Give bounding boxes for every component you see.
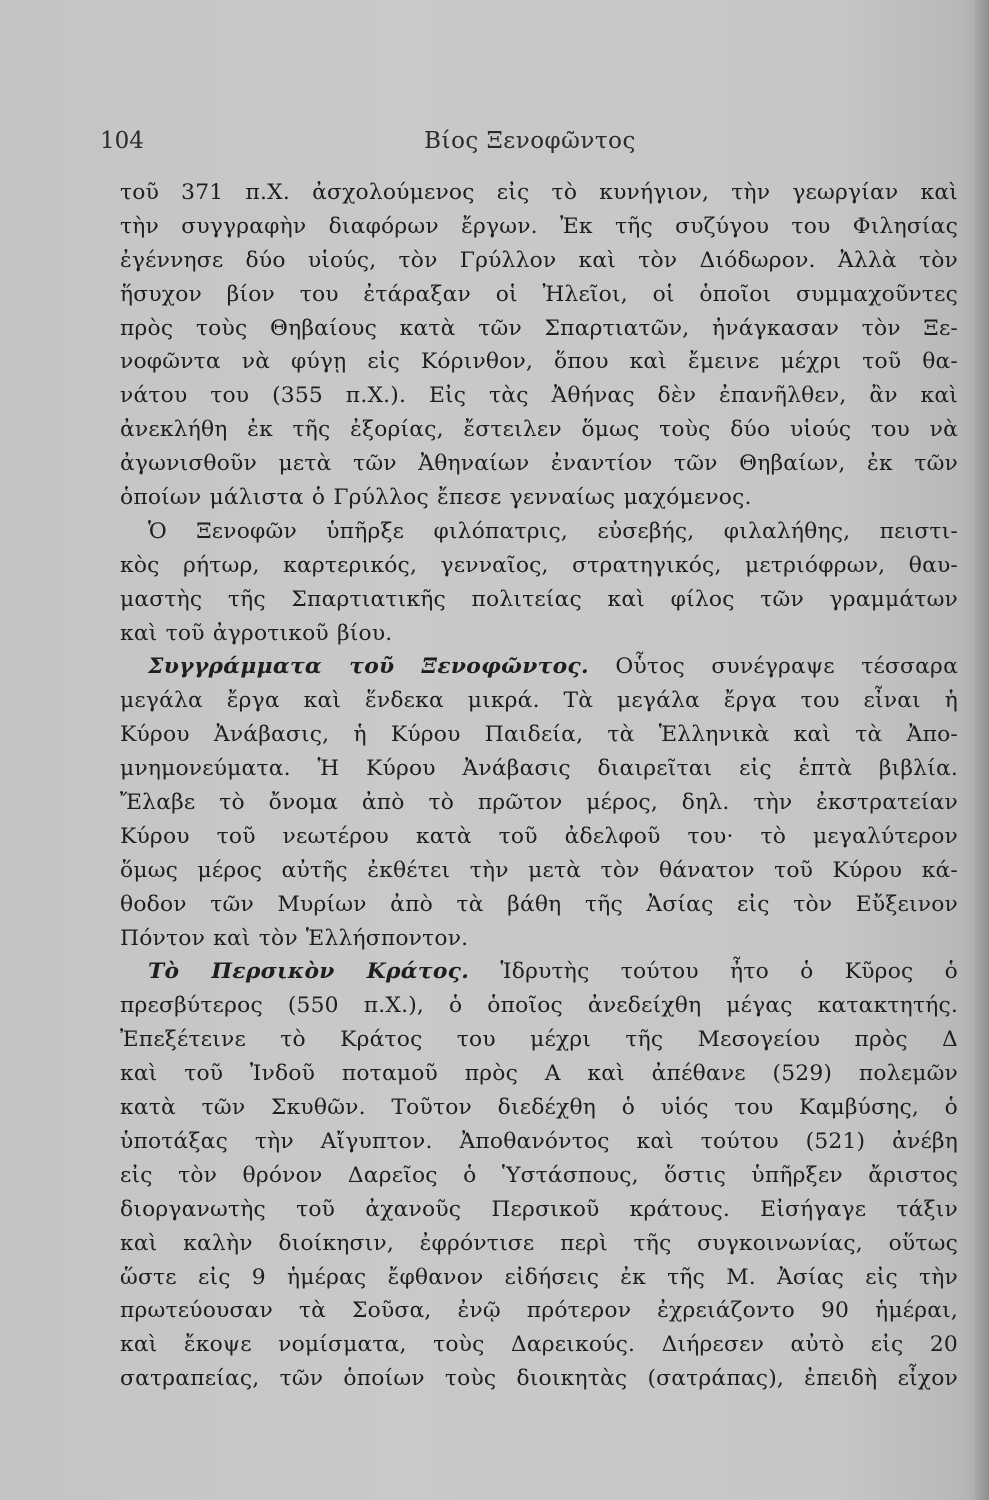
section-heading: Τὸ Περσικὸν Κράτος. (148, 959, 470, 985)
line-text: νοφῶντα νὰ φύγῃ εἰς Κόρινθον, ὅπου καὶ ἔμεινε μέχρι τοῦ θα- (120, 349, 958, 375)
text-line (120, 684, 958, 718)
text-line (120, 278, 958, 312)
text-line (120, 1091, 958, 1125)
running-title: Βίος Ξενοφῶντος (424, 128, 636, 154)
line-text: ἀνεκλήθη ἐκ τῆς ἐξορίας, ἔστειλεν ὅμως τοὺς δύο υἱούς του νὰ (120, 417, 958, 443)
line-text: Ἔλαβε τὸ ὄνομα ἀπὸ τὸ πρῶτον μέρος, δηλ. τὴν ἐκστρατείαν (120, 790, 958, 816)
text-line (120, 820, 958, 854)
text-line (120, 718, 958, 752)
line-text: μεγάλα ἔργα καὶ ἕνδεκα μικρά. Τὰ μεγάλα ἔργα του εἶναι ἡ (120, 688, 958, 714)
line-text: Κύρου Ἀνάβασις, ἡ Κύρου Παιδεία, τὰ Ἑλληνικὰ καὶ τὰ Ἀπο- (120, 722, 958, 748)
line-text: τὴν συγγραφὴν διαφόρων ἔργων. Ἐκ τῆς συζύγου του Φιλησίας (120, 213, 958, 239)
text-line (120, 549, 958, 583)
text-line (120, 1328, 958, 1362)
text-line (120, 413, 958, 447)
line-text: ἐγέννησε δύο υἱούς, τὸν Γρύλλον καὶ τὸν Διόδωρον. Ἀλλὰ τὸν (120, 247, 958, 273)
line-text: ἥσυχον βίον του ἐτάραξαν οἱ Ἠλεῖοι, οἱ ὁποῖοι συμμαχοῦντες (120, 281, 958, 307)
text-line (120, 176, 958, 210)
text-line (120, 617, 958, 651)
text-line (120, 379, 958, 413)
text-line (120, 1362, 958, 1396)
line-text: πρεσβύτερος (550 π.Χ.), ὁ ὁποῖος ἀνεδείχθη μέγας κατακτητής. (120, 993, 958, 1019)
line-text: Πόντον καὶ τὸν Ἑλλήσποντον. (120, 925, 469, 951)
line-text: ὥστε εἰς 9 ἡμέρας ἔφθανον εἰδήσεις ἐκ τῆς Μ. Ἀσίας εἰς τὴν (120, 1264, 958, 1290)
text-line (120, 989, 958, 1023)
line-text: Ἐπεξέτεινε τὸ Κράτος του μέχρι τῆς Μεσογείου πρὸς Δ (120, 1027, 958, 1053)
text-line (120, 1057, 958, 1091)
text-line (120, 1159, 958, 1193)
text-line (120, 1193, 958, 1227)
line-text: ὅμως μέρος αὐτῆς ἐκθέτει τὴν μετὰ τὸν θάνατον τοῦ Κύρου κά- (120, 857, 958, 883)
text-line (120, 447, 958, 481)
line-text: τοῦ 371 π.Χ. ἀσχολούμενος εἰς τὸ κυνήγιον, τὴν γεωργίαν καὶ (120, 180, 958, 205)
text-line (120, 1227, 958, 1261)
text-line (120, 244, 958, 278)
line-text: καὶ τοῦ ἀγροτικοῦ βίου. (120, 620, 393, 646)
line-text: Κύρου τοῦ νεωτέρου κατὰ τοῦ ἀδελφοῦ του· τὸ μεγαλύτερον (120, 823, 958, 849)
text-line (120, 1023, 958, 1057)
text-line (120, 515, 958, 549)
line-text: Οὗτος συνέγραψε τέσσαρα (588, 654, 958, 680)
line-text: σατραπείας, τῶν ὁποίων τοὺς διοικητὰς (σατράπας), ἐπειδὴ εἶχον (120, 1366, 958, 1392)
line-text: Ὁ Ξενοφῶν ὑπῆρξε φιλόπατρις, εὐσεβής, φιλαλήθης, πειστι- (148, 518, 958, 544)
line-text: κατὰ τῶν Σκυθῶν. Τοῦτον διεδέχθη ὁ υἱός του Καμβύσης, ὁ (120, 1095, 958, 1121)
line-text: καὶ ἔκοψε νομίσματα, τοὺς Δαρεικούς. Διήρεσεν αὐτὸ εἰς 20 (120, 1332, 958, 1358)
text-line (120, 1294, 958, 1328)
text-line (120, 583, 958, 617)
line-text: πρωτεύουσαν τὰ Σοῦσα, ἐνῷ πρότερον ἐχρειάζοντο 90 ἡμέραι, (120, 1298, 958, 1324)
line-text: ὑποτάξας τὴν Αἴγυπτον. Ἀποθανόντος καὶ τούτου (521) ἀνέβη (120, 1128, 958, 1154)
line-text: καὶ τοῦ Ἰνδοῦ ποταμοῦ πρὸς Α καὶ ἀπέθανε (529) πολεμῶν (120, 1061, 958, 1087)
line-text: μνημονεύματα. Ἡ Κύρου Ἀνάβασις διαιρεῖται εἰς ἑπτὰ βιβλία. (120, 756, 958, 782)
text-line (120, 345, 958, 379)
body-text (120, 176, 958, 1396)
line-text: πρὸς τοὺς Θηβαίους κατὰ τῶν Σπαρτιατῶν, ἠνάγκασαν τὸν Ξε- (120, 315, 958, 341)
page-number: 104 (100, 128, 144, 154)
line-text: ὁποίων μάλιστα ὁ Γρύλλος ἔπεσε γενναίως μαχόμενος. (120, 485, 752, 511)
line-text: καὶ καλὴν διοίκησιν, ἐφρόντισε περὶ τῆς συγκοινωνίας, οὕτως (120, 1230, 958, 1256)
line-text: μαστὴς τῆς Σπαρτιατικῆς πολιτείας καὶ φίλος τῶν γραμμάτων (120, 586, 958, 612)
page-header (100, 128, 960, 164)
line-text: νάτου του (355 π.Χ.). Εἰς τὰς Ἀθήνας δὲν ἐπανῆλθεν, ἂν καὶ (120, 383, 958, 409)
text-line (120, 1125, 958, 1159)
line-text: διοργανωτὴς τοῦ ἀχανοῦς Περσικοῦ κράτους. Εἰσήγαγε τάξιν (120, 1196, 958, 1222)
text-line (120, 888, 958, 922)
text-line (120, 210, 958, 244)
text-line (120, 481, 958, 515)
line-text: κὸς ρήτωρ, καρτερικός, γενναῖος, στρατηγικός, μετριόφρων, θαυ- (120, 552, 958, 578)
text-line (120, 854, 958, 888)
text-line (120, 312, 958, 346)
text-line (120, 650, 958, 684)
text-line (120, 752, 958, 786)
line-text: θοδον τῶν Μυρίων ἀπὸ τὰ βάθη τῆς Ἀσίας εἰς τὸν Εὔξεινον (120, 891, 958, 917)
text-line (120, 1261, 958, 1295)
page-edge-shadow (975, 0, 989, 1500)
line-text: εἰς τὸν θρόνον Δαρεῖος ὁ Ὑστάσπους, ὅστις ὑπῆρξεν ἄριστος (120, 1162, 958, 1188)
section-heading: Συγγράμματα τοῦ Ξενοφῶντος. (148, 654, 589, 680)
text-line (120, 786, 958, 820)
text-line (120, 922, 958, 956)
text-line (120, 955, 958, 989)
line-text: ἀγωνισθοῦν μετὰ τῶν Ἀθηναίων ἐναντίον τῶν Θηβαίων, ἐκ τῶν (120, 451, 958, 477)
line-text: Ἱδρυτὴς τούτου ἦτο ὁ Κῦρος ὁ (469, 959, 959, 985)
